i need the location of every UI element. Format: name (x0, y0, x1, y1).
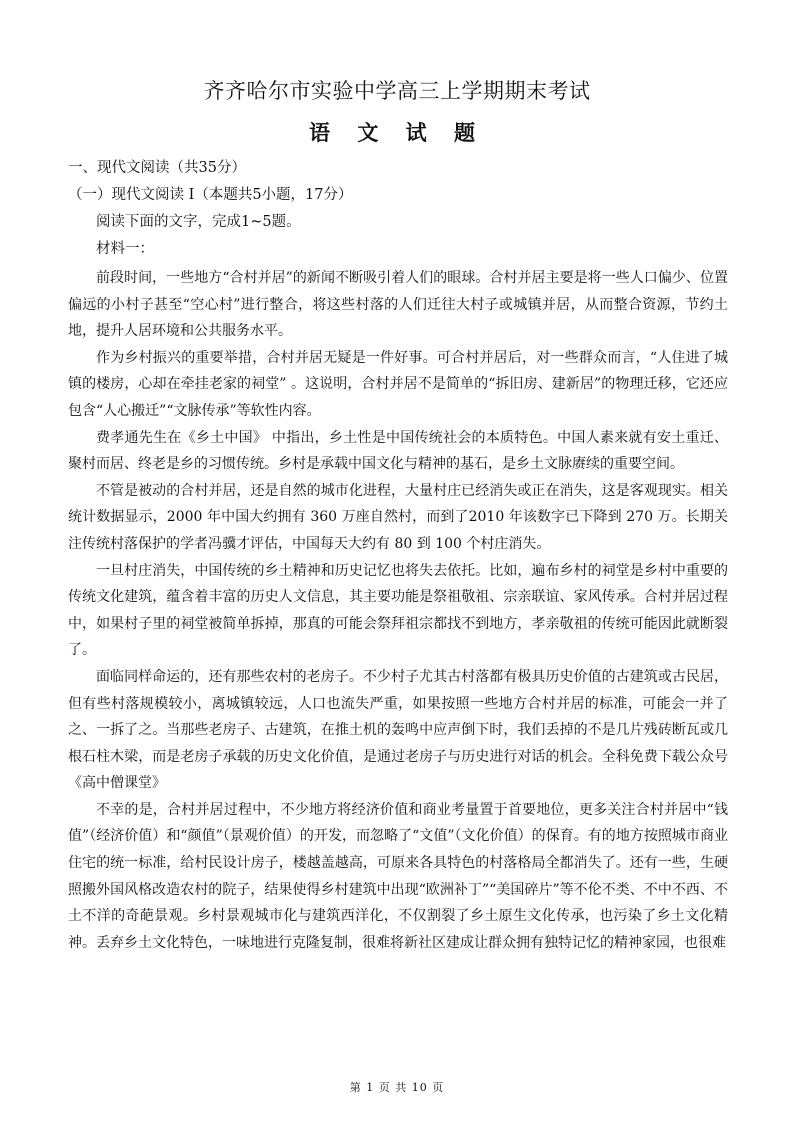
subsection-heading: （一）现代文阅读 Ⅰ（本题共5小题，17分） (68, 187, 353, 203)
passage-paragraph: 费孝通先生在《乡土中国》 中指出，乡土性是中国传统社会的本质特色。中国人素来就有安土重迁、聚村而居、终老是乡的习惯传统。乡村是承载中国文化与精神的基石，是乡土文脉赓续的重要空间。 (68, 429, 728, 473)
passage-paragraph: 面临同样命运的，还有那些农村的老房子。不少村子尤其古村落都有极具历史价值的古建筑或古民居，但有些村落规模较小，离城镇较远，人口也流失严重，如果按照一些地方合村并居的标准，可能会一并了之、一拆了之。当那些老房子、古建筑，在推土机的轰鸣中应声倒下时，我们丢掉的不是几片残砖断瓦或几根石柱木梁，而是老房子承载的历史文化价值，是通过老房子与历史进行对话的机会。全科免费下载公众号《高中僧课堂》 (68, 668, 728, 792)
page-number-footer: 第 1 页 共 10 页 (349, 1081, 445, 1094)
passage-paragraph: 作为乡村振兴的重要举措，合村并居无疑是一件好事。可合村并居后，对一些群众而言，“人住进了城镇的楼房，心却在牵挂老家的祠堂” 。这说明，合村并居不是简单的“拆旧房、建新居”的物理迁移，它还应包含“人心搬迁”“文脉传承”等软性内容。 (68, 349, 728, 419)
passage-paragraph: 前段时间，一些地方“合村并居”的新闻不断吸引着人们的眼球。合村并居主要是将一些人口偏少、位置偏远的小村子甚至“空心村”进行整合，将这些村落的人们迁往大村子或城镇并居，从而整合资源，节约土地，提升人居环境和公共服务水平。 (68, 270, 728, 340)
material-label: 材料一： (96, 241, 154, 257)
exam-subject-title: 语 文 试 题 (309, 120, 485, 145)
exam-title: 齐齐哈尔市实验中学高三上学期期末考试 (203, 79, 591, 103)
passage-paragraph: 不幸的是，合村并居过程中，不少地方将经济价值和商业考量置于首要地位，更多关注合村并居中“钱值”（经济价值）和“颜值”（景观价值）的开发，而忽略了“文值”（文化价值）的保育。有的地方按照城市商业住宅的统一标准，给村民设计房子，楼越盖越高，可原来各具特色的村落格局全都消失了。还有一些，生硬照搬外国风格改造农村的院子，结果使得乡村建筑中出现“欧洲补丁”“美国碎片”等不伦不类、不中不西、不土不洋的奇葩景观。乡村景观城市化与建筑西洋化，不仅割裂了乡土原生文化传承，也污染了乡土文化精神。丢弃乡土文化特色，一味地进行克隆复制，很难将新社区建成让群众拥有独特记忆的精神家园，也很难 (68, 801, 728, 951)
reading-instruction: 阅读下面的文字，完成1~5题。 (96, 214, 301, 230)
passage-body (68, 265, 728, 956)
passage-paragraph: 不管是被动的合村并居，还是自然的城市化进程，大量村庄已经消失或正在消失，这是客观现实。相关统计数据显示，2000 年中国大约拥有 360 万座自然村，而到了2010 年该数字已下降到 270 万。长期关注传统村落保护的学者冯骥才评估，中国每天大约有 80 到 100 个村庄消失。 (68, 482, 728, 552)
section-heading: 一、现代文阅读（共35分） (68, 160, 246, 176)
passage-paragraph: 一旦村庄消失，中国传统的乡土精神和历史记忆也将失去依托。比如，遍布乡村的祠堂是乡村中重要的传统文化建筑，蕴含着丰富的历史人文信息，其主要功能是祭祖敬祖、宗亲联谊、家风传承。合村并居过程中，如果村子里的祠堂被简单拆掉，那真的可能会祭拜祖宗都找不到地方，孝亲敬祖的传统可能因此就断裂了。 (68, 562, 728, 659)
